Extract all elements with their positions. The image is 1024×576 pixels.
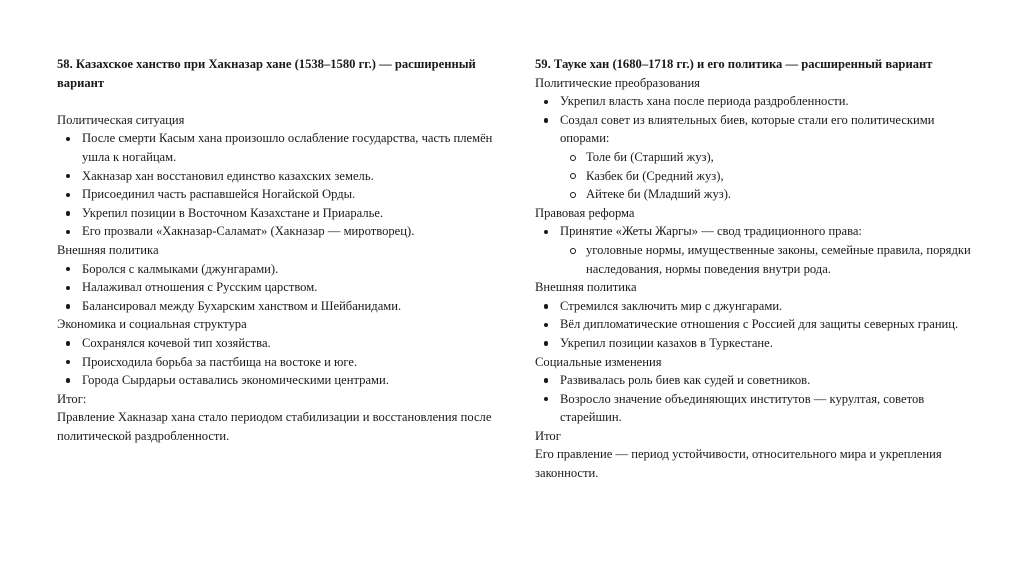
- list-item: Происходила борьба за пастбища на востоке и юге.: [78, 353, 517, 372]
- left-section-list: [57, 129, 517, 241]
- sub-list-item: Айтеке би (Младший жуз).: [582, 185, 975, 204]
- list-item: [556, 111, 975, 204]
- list-item-text: Принятие «Жеты Жаргы» — свод традиционного права:: [560, 224, 862, 239]
- list-item: Укрепил позиции казахов в Туркестане.: [556, 334, 975, 353]
- right-section-list: [535, 222, 975, 278]
- list-item: Его прозвали «Хакназар-Саламат» (Хакназар — миротворец).: [78, 222, 517, 241]
- list-item: Хакназар хан восстановил единство казахских земель.: [78, 167, 517, 186]
- right-column: [535, 55, 975, 483]
- right-title: 59. Тауке хан (1680–1718 гг.) и его политика — расширенный вариант: [535, 57, 933, 71]
- sub-list-item: уголовные нормы, имущественные законы, семейные правила, порядки наследования, нормы поведения внутри рода.: [582, 241, 975, 278]
- left-section-list: [57, 334, 517, 390]
- list-item: Сохранялся кочевой тип хозяйства.: [78, 334, 517, 353]
- right-section-heading: Социальные изменения: [535, 354, 662, 369]
- list-item: Стремился заключить мир с джунгарами.: [556, 297, 975, 316]
- sub-list: [560, 148, 975, 204]
- spacer: [57, 92, 517, 111]
- left-section-heading: Экономика и социальная структура: [57, 317, 247, 332]
- left-section-heading: Политическая ситуация: [57, 112, 185, 127]
- sub-list-item: Казбек би (Средний жуз),: [582, 167, 975, 186]
- left-conclusion-text: Правление Хакназар хана стало периодом стабилизации и восстановления после политической раздробленности.: [57, 410, 492, 443]
- right-section-heading: Внешняя политика: [535, 280, 637, 295]
- right-conclusion-heading: Итог: [535, 428, 561, 443]
- list-item: [556, 222, 975, 278]
- right-section-list: [535, 92, 975, 204]
- sub-list-item: Толе би (Старший жуз),: [582, 148, 975, 167]
- right-section-heading: Правовая реформа: [535, 205, 635, 220]
- list-item: Города Сырдарьи оставались экономическими центрами.: [78, 371, 517, 390]
- list-item-text: Создал совет из влиятельных биев, которые стали его политическими опорами:: [560, 112, 935, 146]
- list-item: Налаживал отношения с Русским царством.: [78, 278, 517, 297]
- left-title: 58. Казахское ханство при Хакназар хане (1538–1580 гг.) — расширенный вариант: [57, 57, 476, 90]
- list-item: Вёл дипломатические отношения с Россией для защиты северных границ.: [556, 315, 975, 334]
- list-item: Укрепил власть хана после периода раздробленности.: [556, 92, 975, 111]
- sub-list: [560, 241, 975, 278]
- right-section-list: [535, 371, 975, 427]
- list-item: Возросло значение объединяющих институтов — курултая, советов старейшин.: [556, 390, 975, 427]
- list-item: Балансировал между Бухарским ханством и Шейбанидами.: [78, 297, 517, 316]
- list-item: Боролся с калмыками (джунгарами).: [78, 260, 517, 279]
- list-item: После смерти Касым хана произошло ослабление государства, часть племён ушла к ногайцам.: [78, 129, 517, 166]
- left-conclusion-heading: Итог:: [57, 391, 87, 406]
- left-section-list: [57, 260, 517, 316]
- right-section-heading: Политические преобразования: [535, 75, 700, 90]
- list-item: Присоединил часть распавшейся Ногайской Орды.: [78, 185, 517, 204]
- list-item: Укрепил позиции в Восточном Казахстане и Приаралье.: [78, 204, 517, 223]
- right-section-list: [535, 297, 975, 353]
- left-section-heading: Внешняя политика: [57, 242, 159, 257]
- list-item: Развивалась роль биев как судей и советников.: [556, 371, 975, 390]
- left-column: [57, 55, 517, 445]
- right-conclusion-text: Его правление — период устойчивости, относительного мира и укрепления законности.: [535, 447, 942, 481]
